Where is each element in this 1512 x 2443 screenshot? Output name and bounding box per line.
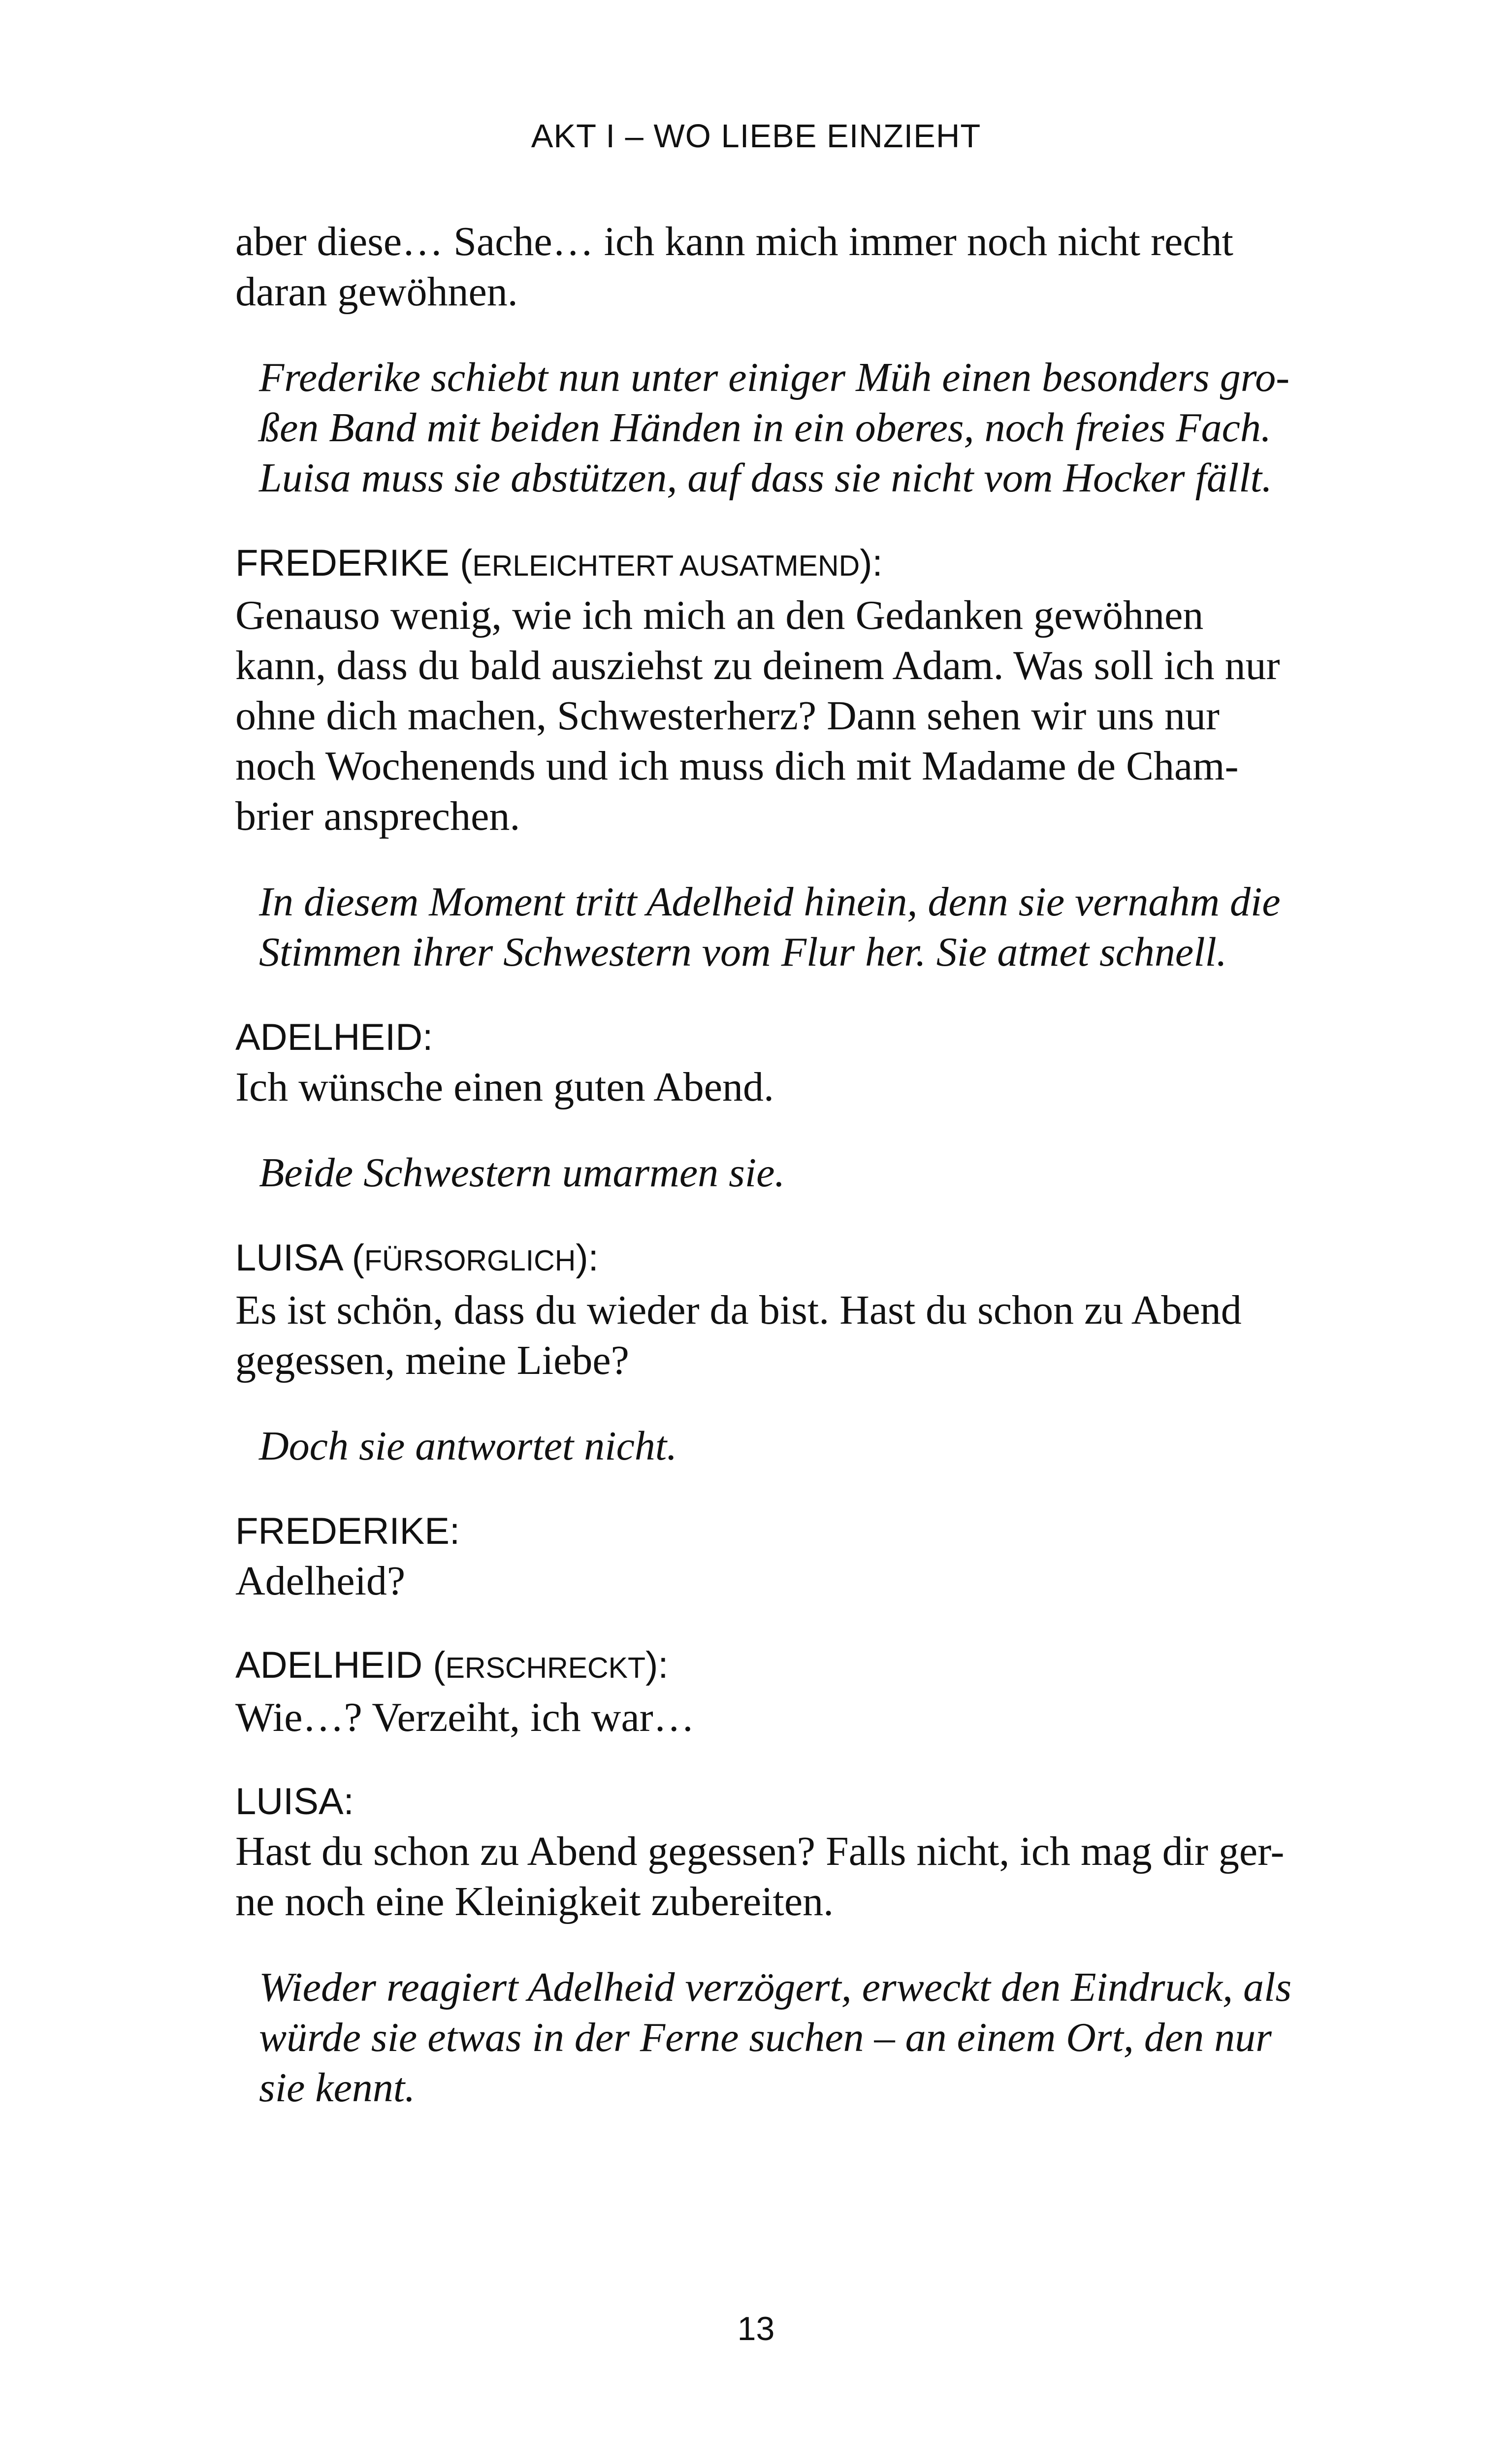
speaker-direction: ERLEICHTERT AUSATMEND (472, 550, 860, 582)
speaker-name: ADELHEID (235, 1016, 423, 1058)
dialogue-text (235, 590, 1358, 842)
speaker-name: LUISA (235, 1237, 342, 1279)
page-number: 13 (737, 2310, 775, 2347)
text-line: aber diese… Sache… ich kann mich immer noch nicht recht (235, 219, 1233, 264)
stage-direction (259, 877, 1358, 977)
text-line: ne noch eine Kleinigkeit zubereiten. (235, 1879, 834, 1924)
stage-direction (259, 1148, 1358, 1198)
stage-direction (259, 1421, 1358, 1471)
page-body (235, 217, 1358, 2149)
speaker-line: FREDERIKE: (235, 1510, 460, 1552)
dialogue-block (235, 1013, 1358, 1112)
text-line: Adelheid? (235, 1558, 406, 1604)
text-line: Genauso wenig, wie ich mich an den Gedanken gewöhnen (235, 592, 1204, 638)
dialogue-text (235, 1826, 1358, 1927)
text-line: Wieder reagiert Adelheid verzögert, erweckt den Eindruck, als (259, 1964, 1292, 2010)
text-line: Beide Schwestern umarmen sie. (259, 1150, 785, 1196)
text-line: noch Wochenends und ich muss dich mit Madame de Cham- (235, 743, 1239, 789)
dialogue-text (235, 1693, 1358, 1743)
text-line: gegessen, meine Liebe? (235, 1337, 629, 1383)
text-line: ßen Band mit beiden Händen in ein oberes, noch freies Fach. (259, 405, 1271, 451)
text-line: Stimmen ihrer Schwestern vom Flur her. Sie atmet schnell. (259, 929, 1227, 975)
speaker-name: FREDERIKE (235, 542, 450, 584)
text-line: sie kennt. (259, 2065, 416, 2111)
speaker-name: FREDERIKE (235, 1510, 450, 1552)
text-line: daran gewöhnen. (235, 269, 518, 315)
dialogue-text (235, 1285, 1358, 1386)
text-line: würde sie etwas in der Ferne suchen – an einem Ort, den nur (259, 2015, 1272, 2060)
speaker-line: LUISA: (235, 1781, 354, 1823)
dialogue-block (235, 539, 1358, 842)
stage-direction (259, 1962, 1358, 2113)
speaker-name: ADELHEID (235, 1644, 423, 1686)
text-line: Frederike schiebt nun unter einiger Müh einen besonders gro- (259, 355, 1290, 400)
text-line: Doch sie antwortet nicht. (259, 1423, 677, 1469)
text-line: Hast du schon zu Abend gegessen? Falls nicht, ich mag dir ger- (235, 1828, 1285, 1874)
text-line: Wie…? Verzeiht, ich war… (235, 1694, 695, 1740)
text-line: brier ansprechen. (235, 793, 520, 839)
speaker-line: FREDERIKE (ERLEICHTERT AUSATMEND): (235, 542, 883, 584)
text-line: kann, dass du bald ausziehst zu deinem Adam. Was soll ich nur (235, 643, 1280, 688)
speaker-direction: ERSCHRECKT (445, 1652, 646, 1684)
running-header: AKT I – WO LIEBE EINZIEHT (531, 118, 981, 155)
dialogue-block (235, 1234, 1358, 1386)
speaker-direction: FÜRSORGLICH (364, 1244, 576, 1277)
speaker-name: LUISA (235, 1781, 344, 1823)
text-line: Ich wünsche einen guten Abend. (235, 1064, 774, 1110)
speaker-line: ADELHEID (ERSCHRECKT): (235, 1644, 669, 1686)
text-line: In diesem Moment tritt Adelheid hinein, denn sie vernahm die (259, 879, 1281, 925)
speaker-line: ADELHEID: (235, 1016, 433, 1058)
text-line: Luisa muss sie abstützen, auf dass sie nicht vom Hocker fällt. (259, 455, 1272, 501)
dialogue-text (235, 1062, 1358, 1112)
dialogue-continuation (235, 217, 1358, 317)
dialogue-text (235, 1556, 1358, 1606)
speaker-line: LUISA (FÜRSORGLICH): (235, 1237, 599, 1279)
text-line: ohne dich machen, Schwesterherz? Dann sehen wir uns nur (235, 693, 1220, 739)
dialogue-block (235, 1641, 1358, 1743)
dialogue-block (235, 1777, 1358, 1927)
stage-direction (259, 353, 1358, 503)
dialogue-block (235, 1507, 1358, 1606)
text-line: Es ist schön, dass du wieder da bist. Hast du schon zu Abend (235, 1287, 1242, 1333)
